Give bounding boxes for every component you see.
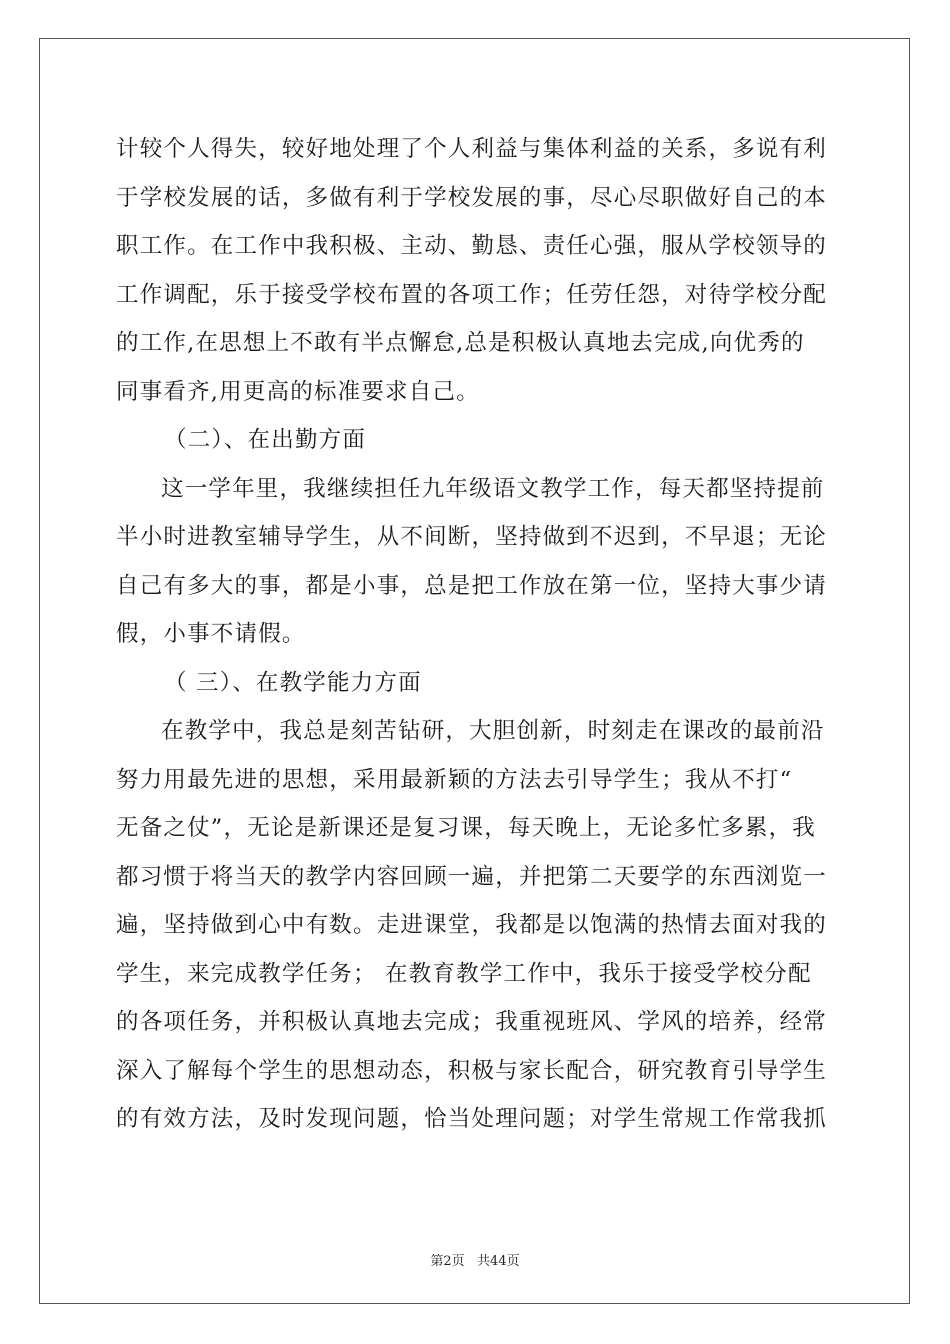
page-number-footer: 第2页 共44页 <box>430 1254 520 1269</box>
paragraph-first-line: 在教学中，我总是刻苦钻研，大胆创新，时刻走在课改的最前沿 <box>161 718 825 744</box>
body-line: 职工作。在工作中我积极、主动、勤恳、责任心强，服从学校领导的 <box>116 233 828 259</box>
body-line: 遍，坚持做到心中有数。走进课堂，我都是以饱满的热情去面对我的 <box>116 912 828 938</box>
body-line: 深入了解每个学生的思想动态，积极与家长配合，研究教育引导学生 <box>116 1057 828 1084</box>
paragraph-first-line: 这一学年里，我继续担任九年级语文教学工作，每天都坚持提前 <box>161 475 825 502</box>
body-line: 半小时进教室辅导学生，从不间断，坚持做到不迟到，不早退；无论 <box>116 524 828 550</box>
body-line: 于学校发展的话，多做有利于学校发展的事，尽心尽职做好自己的本 <box>116 184 828 211</box>
body-line: 工作调配，乐于接受学校布置的各项工作；任劳任怨，对待学校分配 <box>116 281 828 308</box>
document-body <box>116 125 832 1144</box>
body-line: 的各项任务，并积极认真地去完成；我重视班风、学风的培养，经常 <box>116 1009 828 1035</box>
body-line: 假，小事不请假。 <box>116 621 306 647</box>
section-heading: （ 三）、在教学能力方面 <box>164 669 422 696</box>
body-line: 都习惯于将当天的教学内容回顾一遍，并把第二天要学的东西浏览一 <box>116 863 828 890</box>
body-line: 的有效方法，及时发现问题，恰当处理问题；对学生常规工作常我抓 <box>116 1106 828 1132</box>
body-line: 努力用最先进的思想，采用最新颖的方法去引导学生；我从不打“ <box>116 766 793 793</box>
body-line: 无备之仗”，无论是新课还是复习课，每天晚上，无论多忙多累，我 <box>116 815 817 841</box>
body-line: 自己有多大的事，都是小事，总是把工作放在第一位，坚持大事少请 <box>116 572 828 599</box>
body-line: 计较个人得失，较好地处理了个人利益与集体利益的关系，多说有利 <box>116 136 828 162</box>
body-line: 同事看齐,用更高的标准要求自己。 <box>116 378 480 405</box>
body-line: 的工作,在思想上不敢有半点懈怠,总是积极认真地去完成,向优秀的 <box>116 330 805 356</box>
body-line: 学生，来完成教学任务； 在教育教学工作中，我乐于接受学校分配 <box>116 960 812 987</box>
section-heading: （二）、在出勤方面 <box>164 427 367 453</box>
